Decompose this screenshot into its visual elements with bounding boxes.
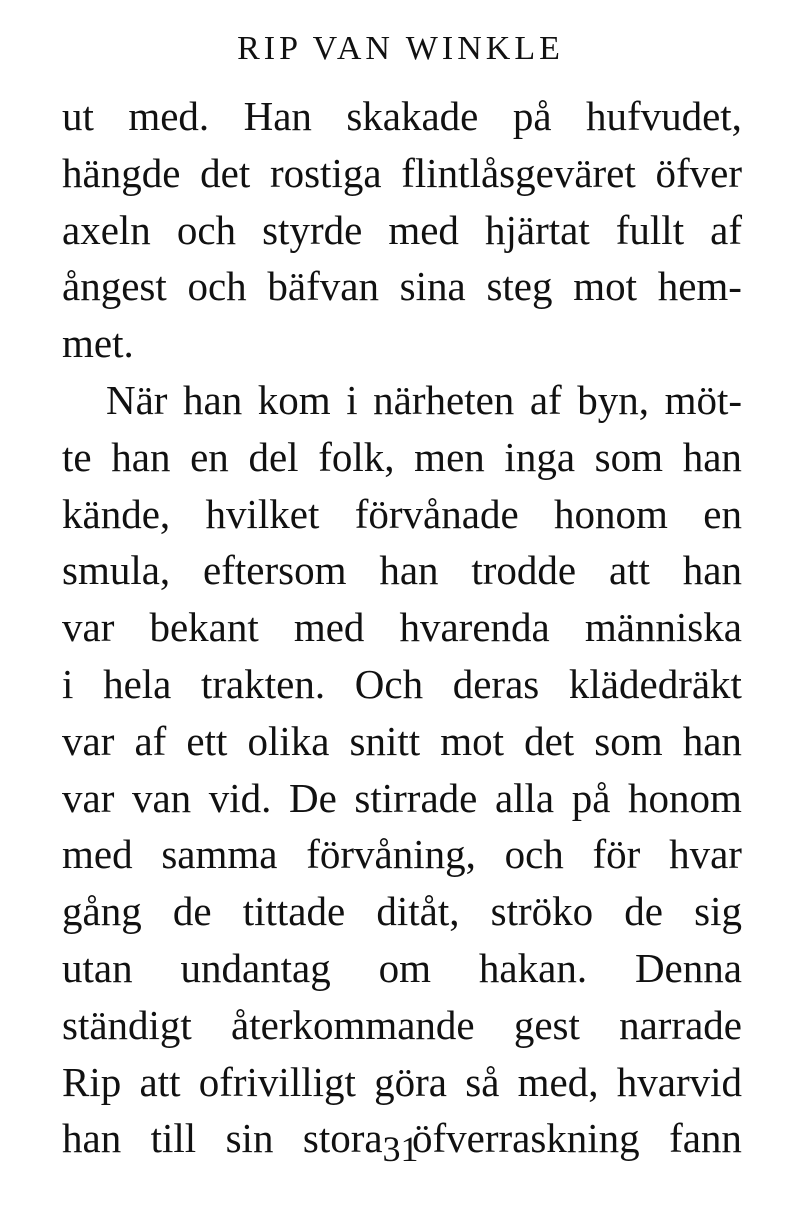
word: folk, <box>318 433 395 480</box>
word: med <box>62 831 133 878</box>
word: gest <box>513 1001 580 1048</box>
word: var <box>62 717 115 764</box>
text-line <box>62 940 742 997</box>
word: en <box>190 433 229 480</box>
word: fullt <box>615 206 685 253</box>
word: människa <box>584 604 742 651</box>
word: en <box>703 490 742 537</box>
word: De <box>289 774 337 821</box>
word: af <box>134 717 167 764</box>
word: bäfvan <box>267 263 379 310</box>
word: mot <box>573 263 637 310</box>
word: återkommande <box>231 1001 475 1048</box>
word: rostiga <box>269 149 382 196</box>
word: på <box>571 774 611 821</box>
word: var <box>62 774 115 821</box>
word: byn, <box>577 376 650 423</box>
word: del <box>248 433 299 480</box>
word: hufvudet, <box>585 93 742 139</box>
word: om <box>378 944 432 991</box>
word: När <box>106 376 168 423</box>
text-line <box>62 599 742 656</box>
word: öfver <box>655 149 742 196</box>
word: inga <box>504 433 576 480</box>
word: samma <box>161 831 278 878</box>
word: möt- <box>664 376 742 423</box>
word: narrade <box>619 1001 742 1048</box>
word: honom <box>554 490 668 537</box>
text-line <box>62 1054 742 1111</box>
word: till <box>150 1115 197 1162</box>
word: på <box>512 93 552 139</box>
word: sin <box>225 1115 274 1162</box>
word: hem- <box>657 263 742 310</box>
word: hvilket <box>205 490 320 537</box>
word: alla <box>494 774 555 821</box>
body-text <box>62 88 742 1167</box>
word: vid. <box>208 774 272 821</box>
word: gång <box>62 888 142 935</box>
word: trodde <box>471 547 577 594</box>
word: styrde <box>262 206 363 253</box>
word: van <box>131 774 192 821</box>
word: i <box>62 660 74 707</box>
word: han <box>682 547 742 594</box>
word: det <box>524 717 575 764</box>
word: hvarenda <box>399 604 550 651</box>
word: förvånade <box>354 490 519 537</box>
word: han <box>111 433 171 480</box>
word: öfverraskning <box>411 1115 640 1162</box>
word: med, <box>517 1058 599 1105</box>
word: olika <box>247 717 330 764</box>
word: flintlåsgeväret <box>401 149 636 196</box>
word: bekant <box>149 604 259 651</box>
word: hela <box>103 660 172 707</box>
word: han <box>379 547 439 594</box>
word: hakan. <box>478 944 588 991</box>
paragraph-first-line <box>62 372 742 429</box>
word: eftersom <box>203 547 347 594</box>
word: axeln <box>62 206 151 253</box>
word: te <box>62 433 92 480</box>
word: stirrade <box>354 774 478 821</box>
word: mot <box>440 717 505 764</box>
word: kände, <box>62 490 171 537</box>
word: honom <box>628 774 742 821</box>
word: med <box>293 604 365 651</box>
word: ett <box>186 717 228 764</box>
text-line <box>62 883 742 940</box>
text-line <box>62 315 742 372</box>
running-head: RIP VAN WINKLE <box>237 30 564 67</box>
text-line <box>62 997 742 1054</box>
word: med <box>388 206 459 253</box>
word: Denna <box>634 944 742 991</box>
word: och <box>187 263 247 310</box>
word: Och <box>354 660 424 707</box>
word: steg <box>486 263 553 310</box>
word: sig <box>694 888 742 935</box>
word: fann <box>669 1115 742 1162</box>
word: utan <box>62 944 133 991</box>
word: det <box>200 149 251 196</box>
word: han <box>682 717 742 764</box>
text-line <box>62 202 742 259</box>
text-line <box>62 88 742 145</box>
text-line <box>62 770 742 827</box>
word: att <box>139 1058 181 1105</box>
word: hvar <box>669 831 742 878</box>
word: af <box>710 206 742 253</box>
word: så <box>465 1058 500 1105</box>
word: han <box>62 1115 122 1162</box>
word: han <box>183 376 243 423</box>
text-line <box>62 826 742 883</box>
word: sina <box>399 263 466 310</box>
text-line <box>62 656 742 713</box>
word: och <box>504 831 564 878</box>
text-line <box>62 713 742 770</box>
word: med. <box>128 93 210 139</box>
word: ut <box>62 93 94 139</box>
word: ofrivilligt <box>198 1058 356 1105</box>
word: smula, <box>62 547 171 594</box>
page-number: 31 <box>382 1129 419 1169</box>
word: af <box>529 376 562 423</box>
word: Han <box>243 93 312 139</box>
word: för <box>592 831 641 878</box>
word: ångest <box>62 263 167 310</box>
word: att <box>608 547 650 594</box>
word: göra <box>374 1058 447 1105</box>
word: skakade <box>346 93 479 139</box>
word: ströko <box>490 888 594 935</box>
word: ständigt <box>62 1001 192 1048</box>
word: trakten. <box>201 660 326 707</box>
word: han <box>682 433 742 480</box>
word: hjärtat <box>484 206 590 253</box>
word: hvarvid <box>616 1058 742 1105</box>
word: men <box>414 433 485 480</box>
word: Rip <box>62 1058 122 1105</box>
word: hängde <box>62 149 181 196</box>
word: undantag <box>180 944 331 991</box>
word: förvåning, <box>306 831 476 878</box>
word: ditåt, <box>376 888 460 935</box>
word: deras <box>452 660 540 707</box>
word: som <box>594 717 663 764</box>
word: snitt <box>349 717 421 764</box>
word: närheten <box>373 376 515 423</box>
text-line <box>62 429 742 486</box>
word: och <box>176 206 237 253</box>
word: stora <box>302 1115 383 1162</box>
text-line <box>62 542 742 599</box>
word: de <box>624 888 663 935</box>
word: var <box>62 604 115 651</box>
text-line <box>62 486 742 543</box>
word: de <box>172 888 212 935</box>
text-line <box>62 145 742 202</box>
word: tittade <box>242 888 346 935</box>
word: met. <box>62 320 134 367</box>
word: klädedräkt <box>568 660 742 707</box>
word: kom <box>257 376 331 423</box>
text-line <box>62 258 742 315</box>
word: som <box>594 433 664 480</box>
word: i <box>346 376 358 423</box>
